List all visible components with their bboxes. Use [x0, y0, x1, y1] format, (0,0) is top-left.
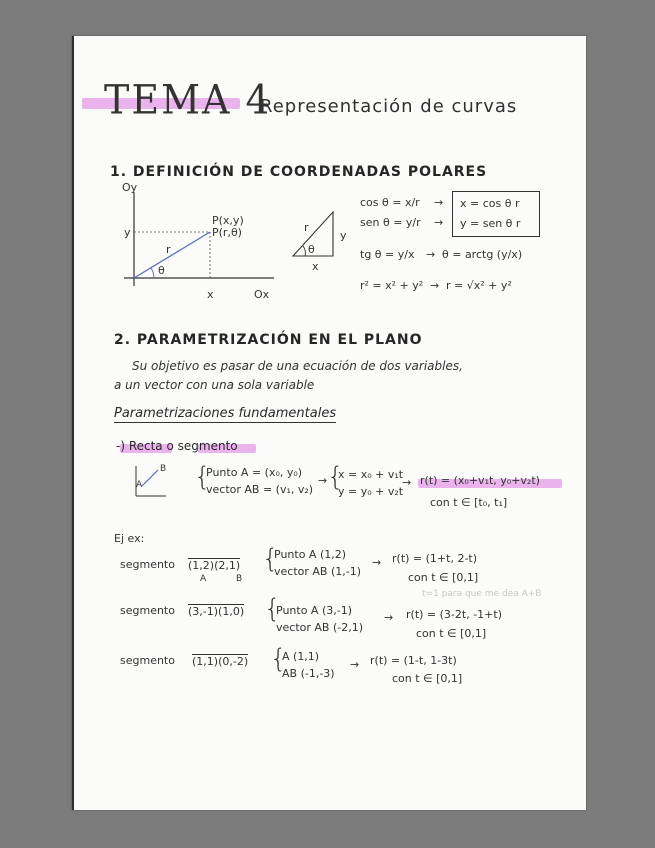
diagram-b: B: [160, 464, 167, 474]
section2-intro-line1: Su objetivo es pasar de una ecuación de dos variables,: [132, 359, 463, 373]
example1-arrow: →: [372, 556, 382, 569]
section2-heading: 2. PARAMETRIZACIÓN EN EL PLANO: [114, 332, 423, 348]
example2-line1: Punto A (3,-1): [276, 604, 352, 617]
formula-r2: r² = x² + y²: [360, 279, 424, 292]
graph-r-label: r: [166, 243, 171, 256]
diagram-a: A: [136, 480, 143, 490]
example3-result: r(t) = (1-t, 1-3t): [370, 654, 457, 667]
example1-range: con t ∈ [0,1]: [408, 571, 479, 584]
def-brace: {: [194, 462, 211, 492]
example3-arrow: →: [350, 658, 360, 671]
example2-brace: {: [264, 594, 281, 624]
formula-arrow-4: →: [430, 279, 440, 292]
formula-arrow-2: →: [434, 216, 444, 229]
def-vector: vector AB = (v₁, v₂): [206, 483, 314, 496]
example3-points: (1,1)(0,-2): [192, 655, 249, 668]
triangle-x: x: [312, 260, 319, 273]
formula-arrow-1: →: [434, 196, 444, 209]
recta-label: -) Recta o segmento: [116, 439, 238, 453]
subheading: Parametrizaciones fundamentales: [114, 406, 337, 421]
graph-y-axis-label: Oy: [122, 181, 138, 194]
example1-sub-b: B: [236, 574, 243, 584]
def-result: r(t) = (x₀+v₁t, y₀+v₂t): [420, 474, 540, 487]
example2-line2: vector AB (-2,1): [276, 621, 364, 634]
example2-range: con t ∈ [0,1]: [416, 627, 487, 640]
def-arrow-2: →: [402, 476, 412, 489]
example3-name: segmento: [120, 654, 175, 667]
formula-theta-result: θ = arctg (y/x): [442, 248, 523, 261]
example3-line2: AB (-1,-3): [282, 667, 335, 680]
section2-intro-line2: a un vector con una sola variable: [114, 378, 315, 392]
examples-label: Ej ex:: [114, 532, 145, 545]
example1-brace: {: [262, 544, 279, 574]
section1-heading: 1. DEFINICIÓN DE COORDENADAS POLARES: [110, 164, 488, 180]
page-subtitle: Representación de curvas: [260, 96, 518, 117]
triangle-y: y: [340, 229, 347, 242]
formula-sen: sen θ = y/r: [360, 216, 421, 229]
example1-line1: Punto A (1,2): [274, 548, 347, 561]
example1-points: (1,2)(2,1): [188, 559, 241, 572]
graph-y-tick: y: [124, 226, 131, 239]
def-range: con t ∈ [t₀, t₁]: [430, 496, 508, 509]
example1-result: r(t) = (1+t, 2-t): [392, 552, 478, 565]
formula-y-result: y = sen θ r: [460, 217, 521, 230]
example2-arrow: →: [384, 611, 394, 624]
formula-x-result: x = cos θ r: [460, 197, 520, 210]
def-brace-2: {: [327, 462, 344, 492]
example2-points: (3,-1)(1,0): [188, 605, 245, 618]
graph-x-tick: x: [207, 288, 214, 301]
graph-point-polar: P(r,θ): [212, 226, 242, 239]
example1-note: t=1 para que me dea A+B: [422, 589, 542, 599]
formula-tg: tg θ = y/x: [360, 248, 415, 261]
triangle-r: r: [304, 221, 309, 234]
example1-line2: vector AB (1,-1): [274, 565, 362, 578]
example3-range: con t ∈ [0,1]: [392, 672, 463, 685]
example1-name: segmento: [120, 558, 175, 571]
graph-point-xy: P(x,y): [212, 214, 244, 227]
page-title: TEMA 4: [104, 76, 272, 124]
formula-cos: cos θ = x/r: [360, 196, 420, 209]
example1-sub-a: A: [200, 574, 207, 584]
example3-brace: {: [270, 644, 287, 674]
notebook-page: [72, 36, 586, 810]
polar-graph: [114, 186, 274, 296]
triangle-theta: θ: [308, 243, 315, 256]
graph-theta-label: θ: [158, 264, 165, 277]
graph-x-axis-label: Ox: [254, 288, 270, 301]
def-y: y = y₀ + v₂t: [338, 485, 404, 498]
def-punto: Punto A = (x₀, y₀): [206, 466, 303, 479]
def-arrow: →: [318, 474, 328, 487]
example2-result: r(t) = (3-2t, -1+t): [406, 608, 502, 621]
example2-name: segmento: [120, 604, 175, 617]
example3-line1: A (1,1): [282, 650, 320, 663]
formula-arrow-3: →: [426, 248, 436, 261]
def-x: x = x₀ + v₁t: [338, 468, 404, 481]
formula-r-result: r = √x² + y²: [446, 279, 512, 292]
